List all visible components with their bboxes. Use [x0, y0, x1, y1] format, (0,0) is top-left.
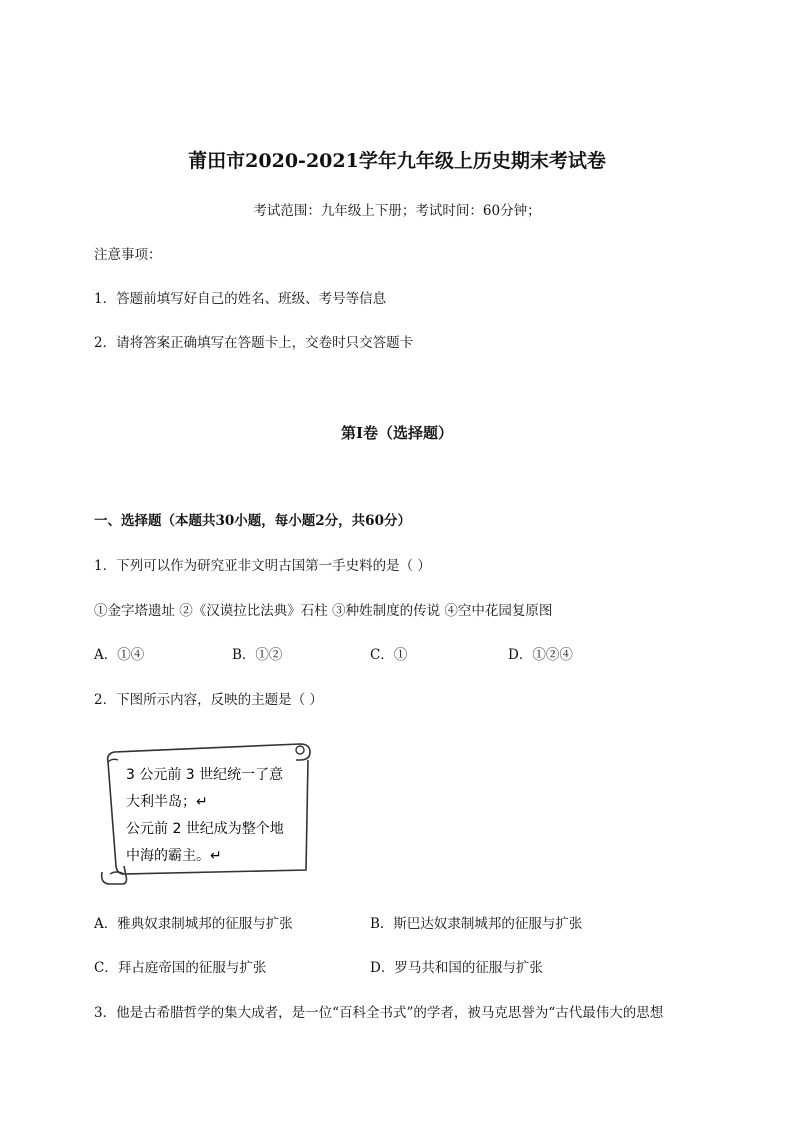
exam-subtitle: 考试范围：九年级上下册；考试时间：60分钟；: [253, 203, 541, 219]
scroll-line-3: 公元前 2 世纪成为整个地: [126, 821, 284, 837]
section-heading: 一、选择题（本题共30小题，每小题2分，共60分）: [94, 513, 411, 529]
q1-option-b: B．①②: [232, 647, 283, 663]
scroll-line-4: 中海的霸主。↵: [126, 848, 222, 864]
note-item-2: 2．请将答案正确填写在答题卡上，交卷时只交答题卡: [94, 335, 414, 351]
q2-option-d: D．罗马共和国的征服与扩张: [370, 960, 543, 976]
q1-stem: 1．下列可以作为研究亚非文明古国第一手史料的是（ ）: [94, 558, 431, 574]
exam-title: 莆田市2020-2021学年九年级上历史期末考试卷: [188, 150, 606, 172]
part-title: 第I卷（选择题）: [340, 424, 454, 442]
q1-items: ①金字塔遗址 ②《汉谟拉比法典》石柱 ③种姓制度的传说 ④空中花园复原图: [94, 603, 553, 619]
note-item-1: 1．答题前填写好自己的姓名、班级、考号等信息: [94, 291, 387, 307]
q2-option-c: C．拜占庭帝国的征服与扩张: [94, 960, 267, 976]
scroll-text: [126, 762, 306, 870]
q3-stem: 3．他是古希腊哲学的集大成者，是一位“百科全书式”的学者，被马克思誉为“古代最伟大的思想: [94, 1005, 664, 1021]
q2-option-b: B．斯巴达奴隶制城邦的征服与扩张: [370, 916, 583, 932]
q1-option-d: D．①②④: [508, 647, 573, 663]
notes-heading: 注意事项：: [94, 247, 162, 263]
scroll-line-1: 3 公元前 3 世纪统一了意: [126, 767, 284, 783]
q2-option-a: A．雅典奴隶制城邦的征服与扩张: [94, 916, 293, 932]
q2-stem: 2．下图所示内容，反映的主题是（ ）: [94, 692, 323, 708]
scroll-line-2: 大利半岛；↵: [126, 794, 208, 810]
scroll-figure: [100, 738, 314, 886]
q1-option-c: C．①: [370, 647, 408, 663]
q1-option-a: A．①④: [94, 647, 145, 663]
